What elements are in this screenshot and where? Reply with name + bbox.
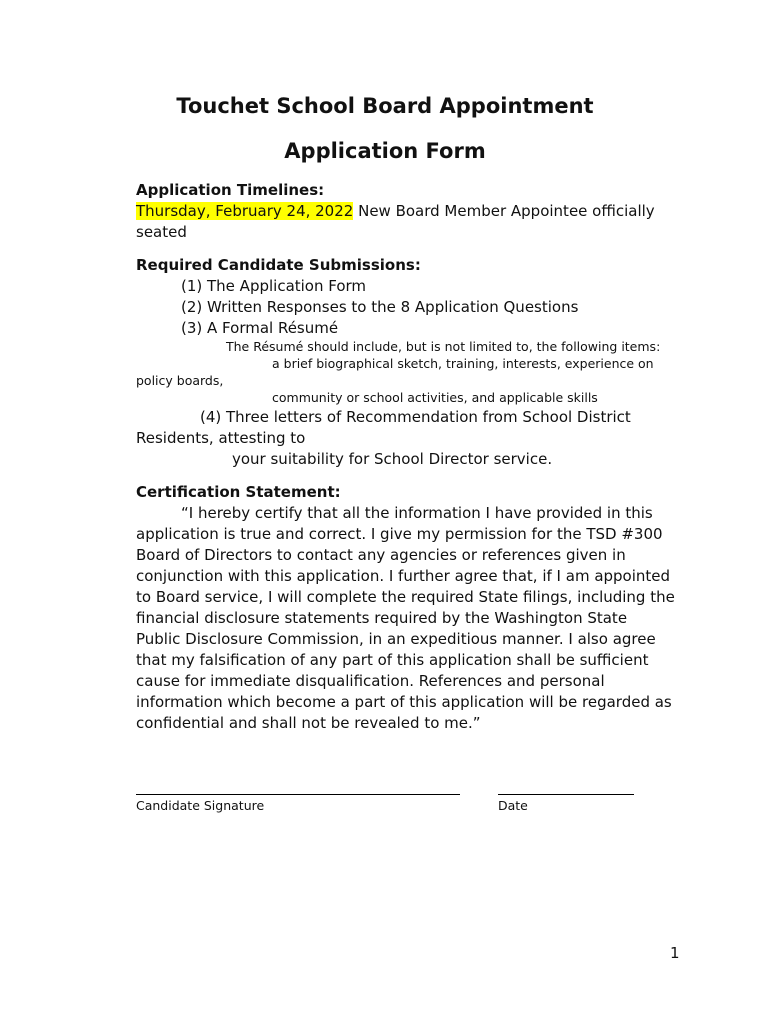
certification-line: to Board service, I will complete the required State filings, including the [136, 588, 675, 606]
date-label: Date [498, 798, 528, 813]
certification-line: Board of Directors to contact any agencies or references given in [136, 546, 626, 564]
timelines-date-highlight: Thursday, February 24, 2022 [136, 202, 354, 220]
certification-line: information which become a part of this application will be regarded as [136, 693, 672, 711]
resume-note-line2: a brief biographical sketch, training, interests, experience on [272, 356, 654, 371]
submission-item-4-line1: (4) Three letters of Recommendation from School District [200, 408, 631, 426]
submission-item-3: (3) A Formal Résumé [181, 319, 339, 337]
candidate-signature-line [136, 794, 460, 795]
certification-heading: Certification Statement: [136, 483, 341, 501]
page-number: 1 [670, 944, 680, 962]
certification-line: cause for immediate disqualification. References and personal [136, 672, 605, 690]
certification-statement [136, 503, 696, 734]
timelines-heading: Application Timelines: [136, 181, 325, 199]
certification-line: confidential and shall not be revealed to me.” [136, 714, 481, 732]
date-line [498, 794, 634, 795]
page-title-line2: Application Form [284, 139, 486, 163]
timelines-line [136, 201, 655, 222]
certification-line: “I hereby certify that all the information I have provided in this [181, 504, 653, 522]
certification-line: Public Disclosure Commission, in an expeditious manner. I also agree [136, 630, 656, 648]
submissions-heading: Required Candidate Submissions: [136, 256, 421, 274]
certification-line: that my falsification of any part of this application shall be sufficient [136, 651, 649, 669]
submission-item-4-line2: Residents, attesting to [136, 429, 306, 447]
certification-line: financial disclosure statements required by the Washington State [136, 609, 628, 627]
resume-note-line1: The Résumé should include, but is not limited to, the following items: [226, 339, 661, 354]
candidate-signature-label: Candidate Signature [136, 798, 265, 813]
submission-item-2: (2) Written Responses to the 8 Application Questions [181, 298, 579, 316]
resume-note-line3: policy boards, [136, 373, 224, 388]
submission-item-4-line3: your suitability for School Director service. [232, 450, 553, 468]
page-title-line1: Touchet School Board Appointment [176, 94, 594, 118]
resume-note-line4: community or school activities, and applicable skills [272, 390, 598, 405]
certification-line: application is true and correct. I give my permission for the TSD #300 [136, 525, 663, 543]
submission-item-1: (1) The Application Form [181, 277, 367, 295]
timelines-text: New Board Member Appointee officially [353, 202, 655, 220]
certification-line: conjunction with this application. I further agree that, if I am appointed [136, 567, 671, 585]
timelines-text-wrap: seated [136, 223, 187, 241]
